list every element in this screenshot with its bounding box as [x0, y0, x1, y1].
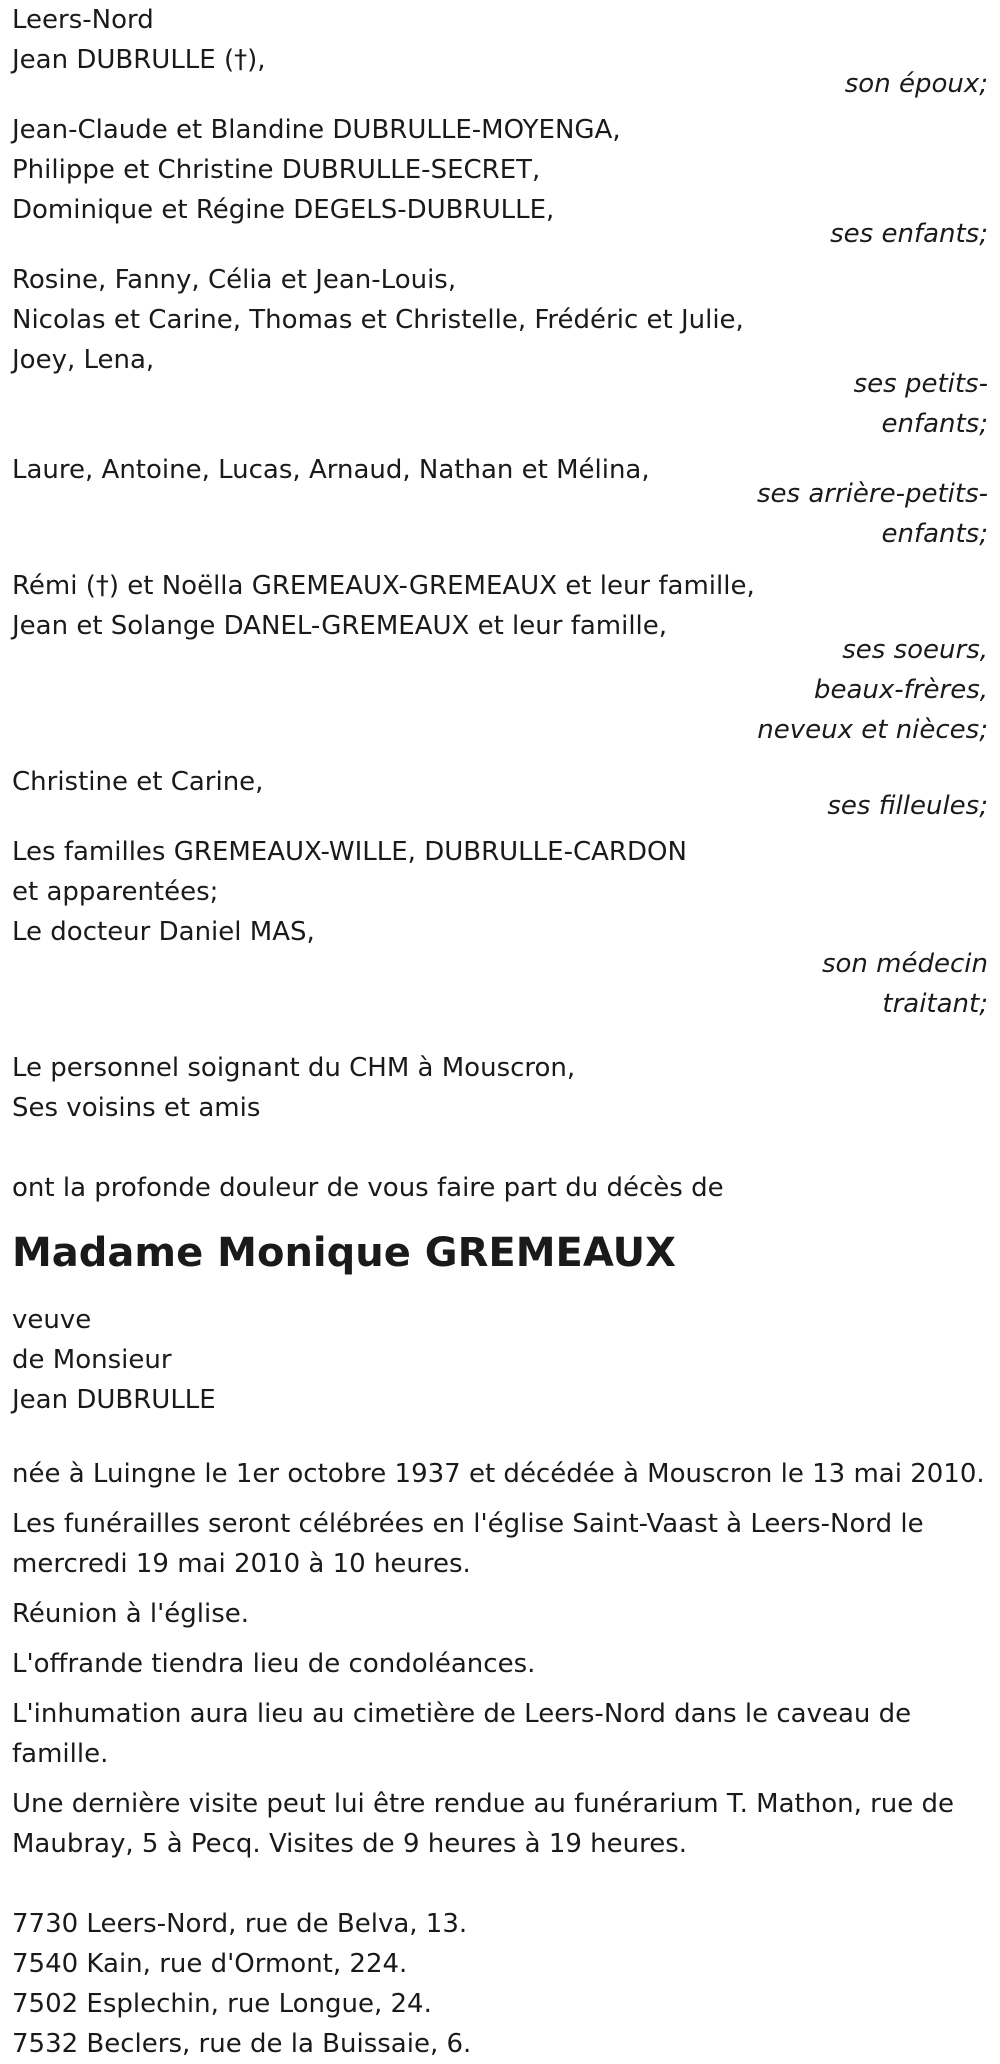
relation-label: ses arrière-petits-enfants; [757, 479, 988, 549]
family-name-line: Jean et Solange DANEL-GREMEAUX et leur famille, [12, 611, 668, 641]
deceased-name: Madame Monique GREMEAUX [12, 1230, 676, 1276]
detail-paragraph: L'inhumation aura lieu au cimetière de Leers-Nord dans le caveau de famille. [12, 1699, 912, 1769]
relation-label: ses soeurs, beaux-frères, neveux et nièces; [757, 635, 988, 745]
family-names [12, 110, 988, 230]
address-line: 7540 Kain, rue d'Ormont, 224. [12, 1949, 408, 1979]
family-name-line: Rémi (†) et Noëlla GREMEAUX-GREMEAUX et leur famille, [12, 571, 755, 601]
relation-label: son époux; [844, 69, 988, 99]
widow-line: Jean DUBRULLE [12, 1385, 216, 1415]
detail-paragraph: L'offrande tiendra lieu de condoléances. [12, 1649, 536, 1679]
family-names [12, 260, 988, 380]
family-name-line: Philippe et Christine DUBRULLE-SECRET, [12, 155, 541, 185]
other-mourners [12, 1048, 988, 1128]
family-name-line: Les familles GREMEAUX-WILLE, DUBRULLE-CARDON [12, 837, 687, 867]
family-name-line: Dominique et Régine DEGELS-DUBRULLE, [12, 195, 555, 225]
widow-line: de Monsieur [12, 1345, 172, 1375]
relation-label: ses filleules; [827, 791, 988, 821]
relation-label: son médecin traitant; [821, 949, 988, 1019]
family-name-line: Joey, Lena, [12, 345, 155, 375]
relation-label: ses enfants; [830, 219, 988, 249]
mourner-line: Ses voisins et amis [12, 1093, 261, 1123]
family-group-siblings [12, 566, 988, 750]
location-heading: Leers-Nord [12, 5, 154, 35]
detail-paragraph: née à Luingne le 1er octobre 1937 et décédée à Mouscron le 13 mai 2010. [12, 1459, 985, 1489]
family-name-line: Rosine, Fanny, Célia et Jean-Louis, [12, 265, 457, 295]
address-line: 7532 Beclers, rue de la Buissaie, 6. [12, 2029, 472, 2059]
detail-paragraph: Une dernière visite peut lui être rendue au funérarium T. Mathon, rue de Maubray, 5 à Pecq. Visites de 9 heures à 19 heures. [12, 1789, 955, 1859]
address-list [12, 1904, 988, 2064]
family-group-goddaughters [12, 762, 988, 826]
family-group-spouse [12, 40, 988, 104]
family-name-line: Nicolas et Carine, Thomas et Christelle, Frédéric et Julie, [12, 305, 744, 335]
detail-paragraph: Les funérailles seront célébrées en l'église Saint-Vaast à Leers-Nord le mercredi 19 mai 2010 à 10 heures. [12, 1509, 924, 1579]
family-group-children [12, 110, 988, 254]
family-group-relatives-doctor [12, 832, 988, 1024]
family-name-line: Jean DUBRULLE (†), [12, 45, 266, 75]
address-line: 7730 Leers-Nord, rue de Belva, 13. [12, 1909, 468, 1939]
family-name-line: et apparentées; [12, 877, 219, 907]
family-name-line: Laure, Antoine, Lucas, Arnaud, Nathan et Mélina, [12, 455, 650, 485]
family-name-line: Le docteur Daniel MAS, [12, 917, 315, 947]
announcement-text: ont la profonde douleur de vous faire part du décès de [12, 1173, 724, 1203]
family-name-line: Christine et Carine, [12, 767, 264, 797]
mourner-line: Le personnel soignant du CHM à Mouscron, [12, 1053, 576, 1083]
relation-label: ses petits-enfants; [853, 369, 988, 439]
family-group-great-grandchildren [12, 450, 988, 554]
detail-paragraph: Réunion à l'église. [12, 1599, 250, 1629]
family-group-grandchildren [12, 260, 988, 444]
address-line: 7502 Esplechin, rue Longue, 24. [12, 1989, 432, 2019]
widow-block [12, 1300, 988, 1420]
funeral-details [12, 1454, 988, 1864]
family-names [12, 832, 988, 952]
family-name-line: Jean-Claude et Blandine DUBRULLE-MOYENGA, [12, 115, 621, 145]
widow-line: veuve [12, 1305, 92, 1335]
